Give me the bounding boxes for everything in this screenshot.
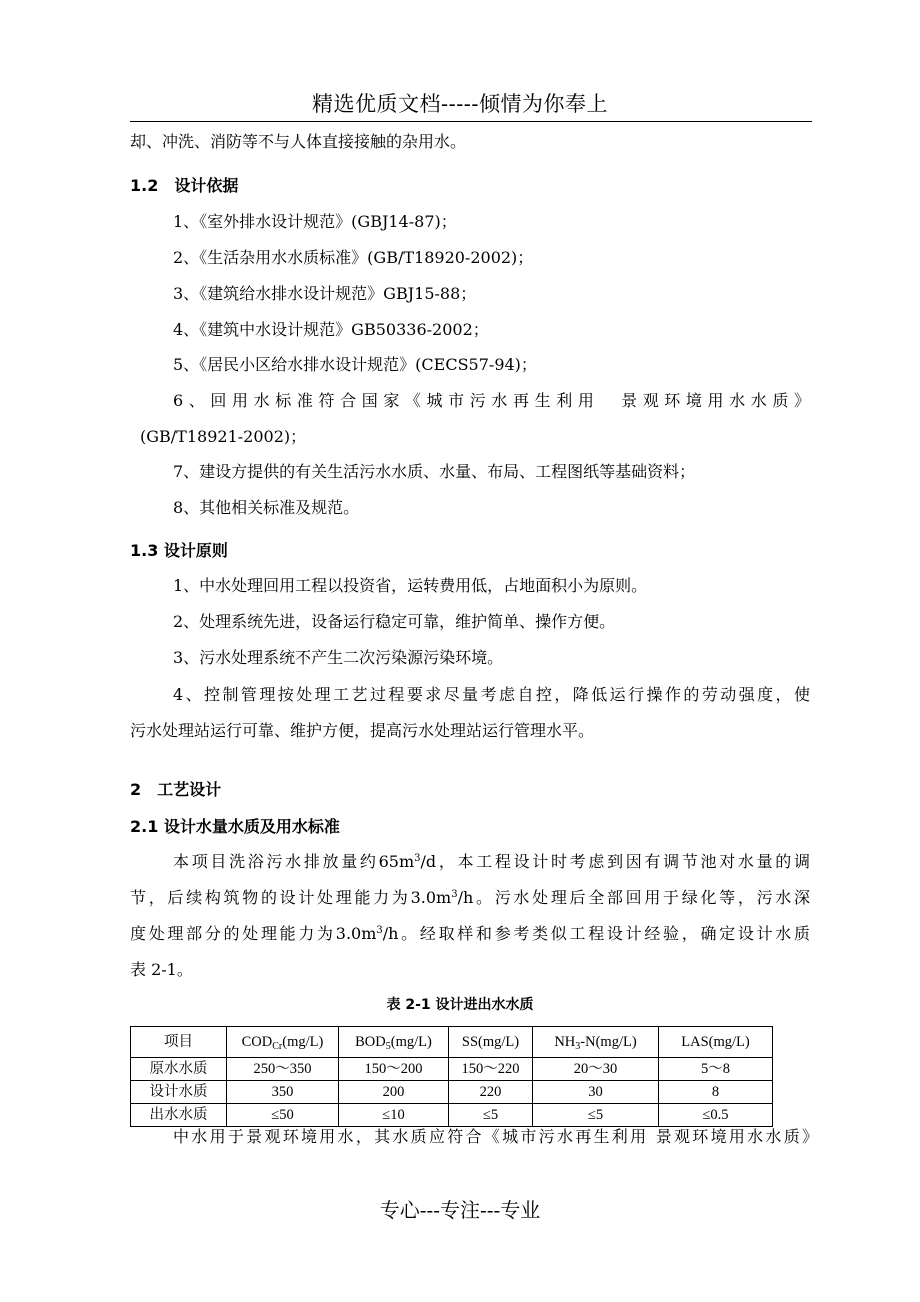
section-1-3-heading: 1.3 设计原则 xyxy=(130,541,228,560)
table-cell: 设计水质 xyxy=(131,1081,227,1104)
basis-item: 4、《建筑中水设计规范》GB50336-2002； xyxy=(173,320,489,339)
table-row xyxy=(131,1081,773,1104)
closing-line: 中水用于景观环境用水，其水质应符合《城市污水再生利用 景观环境用水水质》 xyxy=(173,1127,818,1146)
table-cell: ≤5 xyxy=(533,1104,659,1127)
header-cell: SS(mg/L) xyxy=(449,1027,533,1058)
table-cell: 30 xyxy=(533,1081,659,1104)
section-2-heading: 2 工艺设计 xyxy=(130,780,222,799)
basis-item: 8、其他相关标准及规范。 xyxy=(173,498,360,517)
basis-item: 2、《生活杂用水水质标准》(GB/T18920-2002)； xyxy=(173,248,534,267)
table-cell: ≤50 xyxy=(227,1104,339,1127)
header-cell: $BOD_5(mg/L)$ xyxy=(339,1027,449,1058)
table-cell: 220 xyxy=(449,1081,533,1104)
page-header: 精选优质文档-----倾情为你奉上 xyxy=(312,92,608,116)
header-cell: LAS(mg/L) xyxy=(659,1027,773,1058)
table-cell: ≤5 xyxy=(449,1104,533,1127)
header-rule xyxy=(130,121,812,122)
principle-item: 4、控制管理按处理工艺过程要求尽量考虑自控，降低运行操作的劳动强度，使 xyxy=(173,685,810,704)
table-cell: 出水水质 xyxy=(131,1104,227,1127)
paragraph-line: 本项目洗浴污水排放量约$65m^3/d$，本工程设计时考虑到因有调节池对水量的调 xyxy=(173,852,810,871)
section-1-2-heading: 1.2 设计依据 xyxy=(130,176,239,195)
principle-item: 1、中水处理回用工程以投资省，运转费用低，占地面积小为原则。 xyxy=(173,576,648,595)
basis-item: 7、建设方提供的有关生活污水水质、水量、布局、工程图纸等基础资料； xyxy=(173,462,696,481)
section-2-1-heading: 2.1 设计水量水质及用水标准 xyxy=(130,817,340,836)
table-cell: 150～200 xyxy=(339,1058,449,1081)
table-cell: 150～220 xyxy=(449,1058,533,1081)
header-cell: $NH_3-N(mg/L)$ xyxy=(533,1027,659,1058)
table-cell: 250～350 xyxy=(227,1058,339,1081)
basis-item: 6、回用水标准符合国家《城市污水再生利用 景观环境用水水质》 xyxy=(173,391,810,410)
table-caption: 表 2-1 设计进出水水质 xyxy=(386,997,534,1013)
basis-item-cont: (GB/T18921-2002)； xyxy=(140,427,307,446)
table-cell: ≤0.5 xyxy=(659,1104,773,1127)
header-cell: 项目 xyxy=(131,1027,227,1058)
paragraph-line: 表 2-1。 xyxy=(130,960,193,979)
basis-item: 1、《室外排水设计规范》(GBJ14-87)； xyxy=(173,212,457,231)
header-cell: $COD_{Cr}(mg/L)$ xyxy=(227,1027,339,1058)
table-cell: 8 xyxy=(659,1081,773,1104)
table-cell: 350 xyxy=(227,1081,339,1104)
principle-item-cont: 污水处理站运行可靠、维护方便，提高污水处理站运行管理水平。 xyxy=(130,721,595,740)
page-footer: 专心---专注---专业 xyxy=(379,1198,541,1222)
table-cell: ≤10 xyxy=(339,1104,449,1127)
paragraph-line: 度处理部分的处理能力为$3.0m^3/h$。经取样和参考类似工程设计经验，确定设计水质 xyxy=(130,924,810,943)
table-cell: 20～30 xyxy=(533,1058,659,1081)
water-quality-table xyxy=(130,1026,773,1127)
table-cell: 200 xyxy=(339,1081,449,1104)
paragraph-line: 节，后续构筑物的设计处理能力为$3.0m^3/h$。污水处理后全部回用于绿化等，污水深 xyxy=(130,888,810,907)
principle-item: 2、处理系统先进，设备运行稳定可靠，维护简单、操作方便。 xyxy=(173,612,616,631)
basis-item: 5、《居民小区给水排水设计规范》(CECS57-94)； xyxy=(173,355,537,374)
table-cell: 5～8 xyxy=(659,1058,773,1081)
table-cell: 原水水质 xyxy=(131,1058,227,1081)
principle-item: 3、污水处理系统不产生二次污染源污染环境。 xyxy=(173,648,504,667)
basis-item: 3、《建筑给水排水设计规范》GBJ15-88； xyxy=(173,284,477,303)
table-header-row xyxy=(131,1027,773,1058)
table-row xyxy=(131,1058,773,1081)
intro-line: 却、冲洗、消防等不与人体直接接触的杂用水。 xyxy=(130,132,467,151)
table-row xyxy=(131,1104,773,1127)
